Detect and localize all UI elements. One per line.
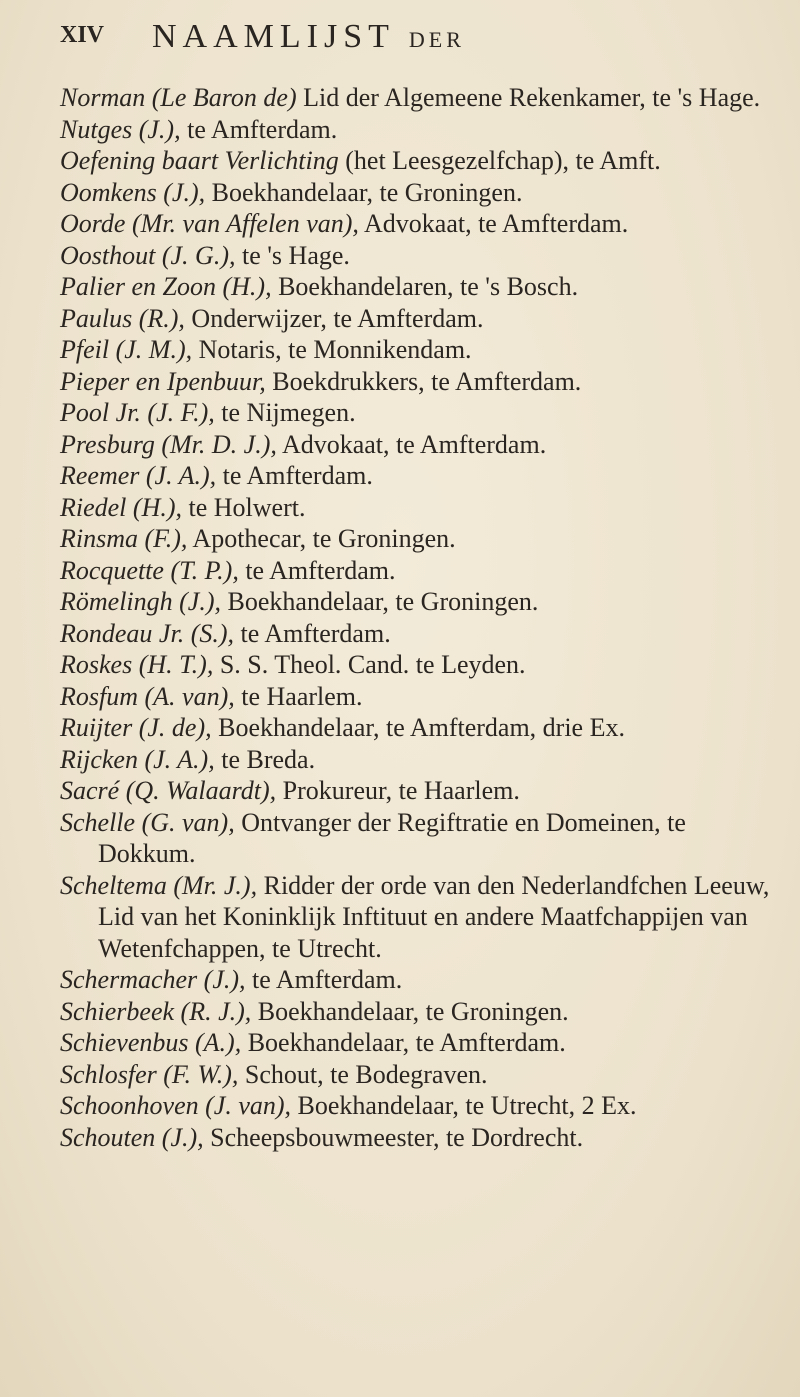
list-item: [60, 145, 770, 177]
entry-name: Schermacher (J.),: [60, 965, 246, 994]
list-item: [60, 649, 770, 681]
list-item: [60, 807, 770, 870]
list-item: [60, 492, 770, 524]
list-item: [60, 334, 770, 366]
list-item: [60, 618, 770, 650]
entry-name: Rocquette (T. P.),: [60, 555, 239, 585]
entry-name: Reemer (J. A.),: [60, 461, 217, 490]
list-item: [60, 744, 770, 776]
entry-details: Boekhandelaar, te Groningen.: [205, 177, 523, 207]
entry-name: Oorde (Mr. van Affelen van),: [60, 209, 359, 238]
entry-name: Rinsma (F.),: [60, 524, 188, 553]
entry-details: te Haarlem.: [234, 681, 363, 711]
list-item: [60, 870, 770, 965]
list-item: [60, 555, 770, 587]
list-item: [60, 429, 770, 461]
entry-details: Onderwijzer, te Amfterdam.: [184, 303, 484, 333]
list-item: [60, 366, 770, 398]
entry-name: Rijcken (J. A.),: [60, 744, 215, 774]
entry-details: Apothecar, te Groningen.: [187, 524, 456, 553]
list-item: [60, 114, 770, 146]
subscriber-list: [60, 82, 770, 1153]
entry-name: Schlosfer (F. W.),: [60, 1059, 239, 1089]
entry-details: te Amfterdam.: [216, 461, 373, 490]
entry-name: Schievenbus (A.),: [60, 1028, 242, 1057]
entry-name: Norman (Le Baron de): [60, 83, 297, 112]
list-item: [60, 712, 770, 744]
entry-details: Boekhandelaar, te Amfterdam.: [241, 1028, 566, 1057]
entry-details: Boekhandelaar, te Groningen.: [251, 996, 569, 1026]
entry-details: Notaris, te Monnikendam.: [192, 335, 472, 364]
entry-details: te 's Hage.: [235, 240, 350, 270]
entry-name: Palier en Zoon (H.),: [60, 272, 272, 301]
entry-name: Schelle (G. van),: [60, 807, 235, 837]
list-item: [60, 586, 770, 618]
entry-details: Lid der Algemeene Rekenkamer, te 's Hage.: [296, 83, 761, 112]
entry-details: Schout, te Bodegraven.: [238, 1059, 488, 1089]
entry-name: Schierbeek (R. J.),: [60, 996, 252, 1026]
page-number: XIV: [60, 22, 105, 48]
entry-details: te Amfterdam.: [180, 114, 338, 144]
entry-details: (het Leesgezelfchap), te Amft.: [338, 146, 661, 175]
list-item: [60, 681, 770, 713]
running-title: [152, 18, 465, 56]
list-item: [60, 1090, 770, 1122]
entry-name: Schouten (J.),: [60, 1122, 204, 1152]
list-item: [60, 397, 770, 429]
list-item: [60, 303, 770, 335]
entry-details: te Amfterdam.: [245, 965, 403, 994]
entry-name: Riedel (H.),: [60, 492, 183, 522]
list-item: [60, 1122, 770, 1154]
list-item: [60, 964, 770, 996]
list-item: [60, 523, 770, 555]
entry-details: te Holwert.: [182, 492, 306, 522]
entry-name: Presburg (Mr. D. J.),: [60, 429, 277, 459]
entry-details: Prokureur, te Haarlem.: [276, 776, 520, 805]
entry-details: Ontvanger der Regiftratie en Domeinen, te Dokkum.: [98, 807, 686, 868]
entry-name: Scheltema (Mr. J.),: [60, 870, 258, 900]
list-item: [60, 271, 770, 303]
entry-details: te Breda.: [214, 744, 316, 774]
entry-name: Rondeau Jr. (S.),: [60, 618, 235, 648]
entry-name: Schoonhoven (J. van),: [60, 1091, 292, 1120]
list-item: [60, 208, 770, 240]
entry-details: te Nijmegen.: [214, 398, 356, 427]
entry-details: Boekdrukkers, te Amfterdam.: [265, 366, 582, 396]
running-title-main: NAAMLIJST: [152, 18, 395, 55]
entry-name: Pool Jr. (J. F.),: [60, 398, 215, 427]
entry-details: te Amfterdam.: [234, 618, 391, 648]
list-item: [60, 775, 770, 807]
entry-details: Boekhandelaar, te Groningen.: [221, 587, 539, 616]
entry-name: Sacré (Q. Walaardt),: [60, 776, 277, 805]
entry-details: Advokaat, te Amfterdam.: [276, 429, 547, 459]
entry-details: Advokaat, te Amfterdam.: [358, 209, 629, 238]
entry-details: te Amfterdam.: [238, 555, 396, 585]
entry-details: Boekhandelaar, te Amfterdam, drie Ex.: [211, 713, 625, 742]
list-item: [60, 1027, 770, 1059]
entry-name: Oomkens (J.),: [60, 177, 206, 207]
entry-name: Pieper en Ipenbuur,: [60, 366, 266, 396]
entry-details: Boekhandelaar, te Utrecht, 2 Ex.: [291, 1091, 637, 1120]
list-item: [60, 996, 770, 1028]
entry-details: Boekhandelaren, te 's Bosch.: [271, 272, 579, 301]
page-header: [60, 14, 760, 64]
entry-name: Pfeil (J. M.),: [60, 335, 193, 364]
list-item: [60, 1059, 770, 1091]
running-title-suffix: DER: [408, 27, 465, 52]
entry-name: Oosthout (J. G.),: [60, 240, 236, 270]
entry-details: S. S. Theol. Cand. te Leyden.: [213, 650, 526, 679]
entry-name: Rosfum (A. van),: [60, 681, 235, 711]
entry-details: Ridder der orde van den Nederlandfchen Leeuw, Lid van het Koninklijk Inftituut en andere Maatfchappijen van Wetenfchappen, te Utrecht.: [98, 870, 770, 963]
list-item: [60, 240, 770, 272]
entry-details: Scheepsbouwmeester, te Dordrecht.: [203, 1122, 584, 1152]
entry-name: Oefening baart Verlichting: [60, 146, 339, 175]
entry-name: Ruijter (J. de),: [60, 713, 212, 742]
list-item: [60, 82, 770, 114]
entry-name: Nutges (J.),: [60, 114, 181, 144]
list-item: [60, 177, 770, 209]
entry-name: Römelingh (J.),: [60, 587, 222, 616]
entry-name: Paulus (R.),: [60, 303, 185, 333]
entry-name: Roskes (H. T.),: [60, 650, 214, 679]
list-item: [60, 460, 770, 492]
